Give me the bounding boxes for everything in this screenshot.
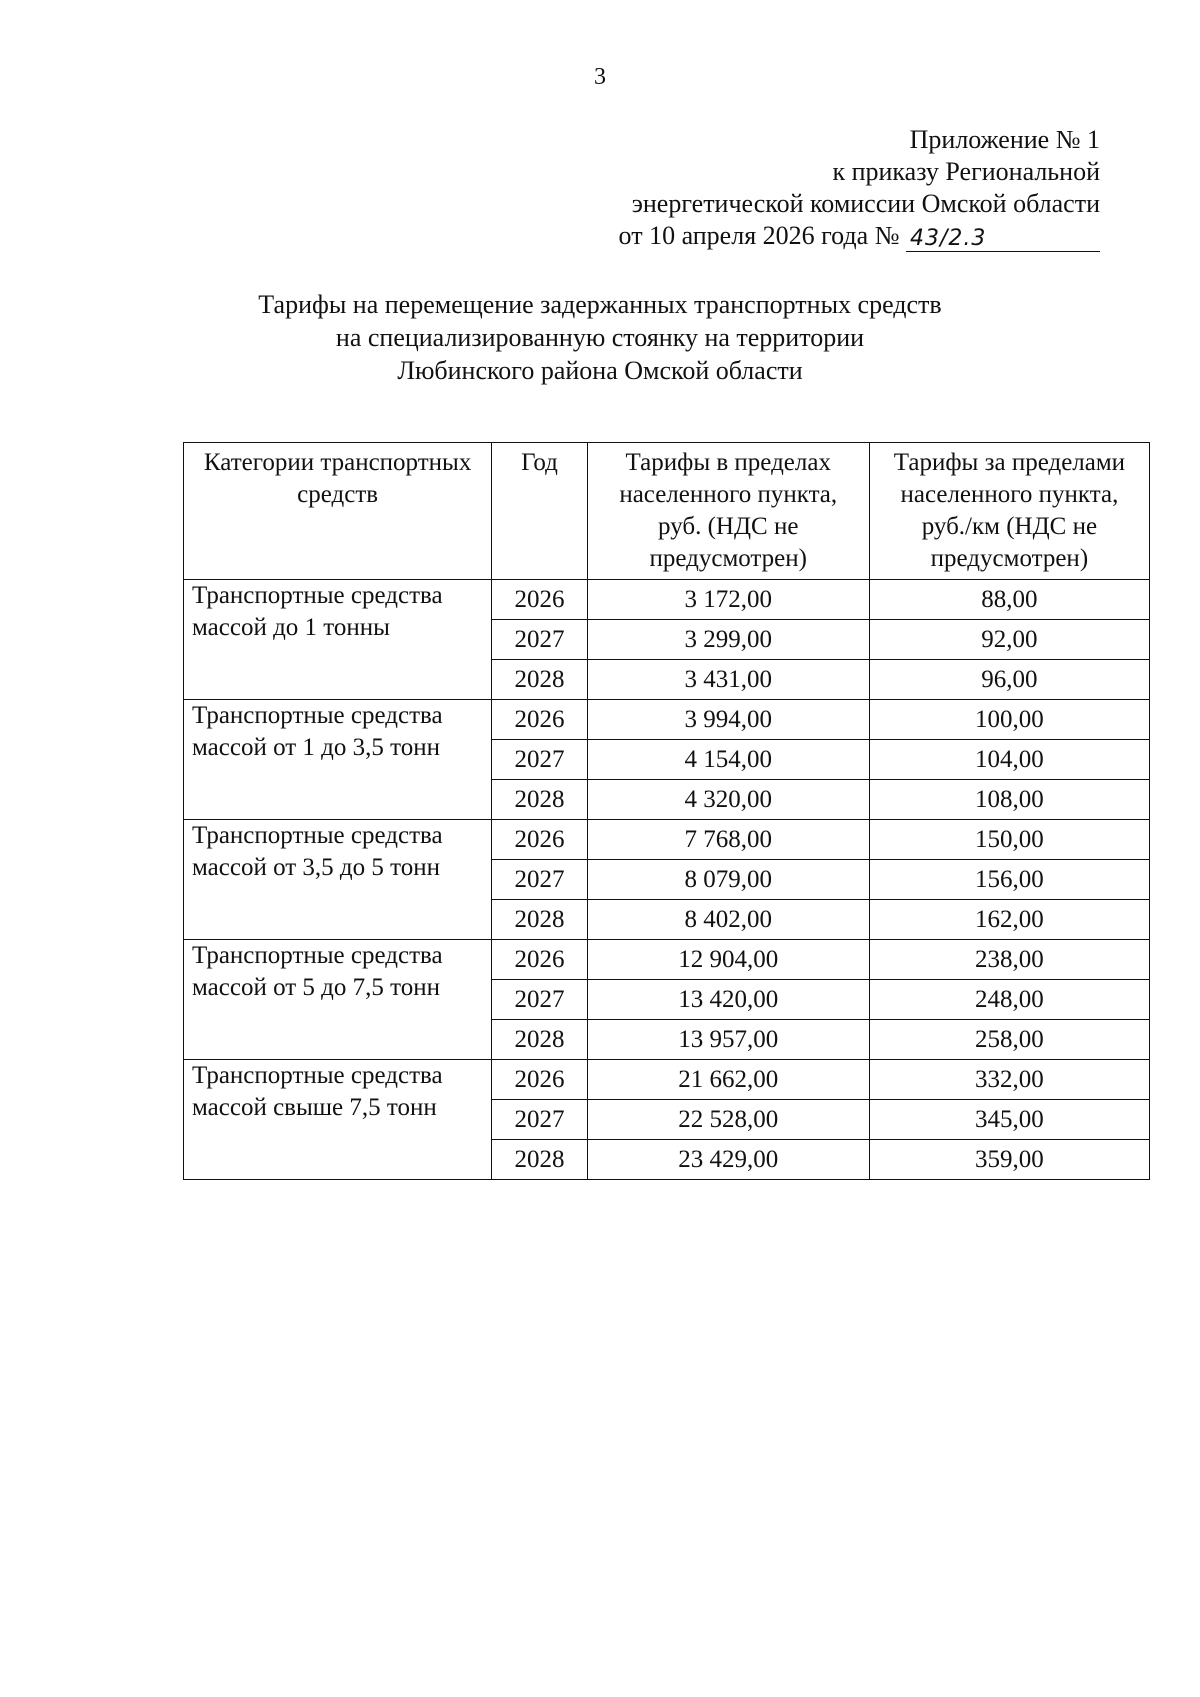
order-number-field xyxy=(906,221,1100,252)
year-cell: 2028 xyxy=(492,1140,587,1180)
outside-tariff-cell: 332,00 xyxy=(869,1060,1149,1100)
inside-tariff-cell: 13 957,00 xyxy=(587,1020,869,1060)
outside-tariff-cell: 156,00 xyxy=(869,860,1149,900)
outside-tariff-cell: 150,00 xyxy=(869,820,1149,860)
appendix-line-1: Приложение № 1 xyxy=(909,125,1100,154)
order-number-handwritten: 43/2.3 xyxy=(910,226,987,251)
year-cell: 2027 xyxy=(492,860,587,900)
outside-tariff-cell: 100,00 xyxy=(869,700,1149,740)
inside-tariff-cell: 23 429,00 xyxy=(587,1140,869,1180)
year-cell: 2028 xyxy=(492,780,587,820)
title-line-2: на специализированную стоянку на территории xyxy=(335,323,865,352)
year-cell: 2027 xyxy=(492,1100,587,1140)
appendix-line-3: энергетической комиссии Омской области xyxy=(631,189,1100,218)
inside-tariff-cell: 4 154,00 xyxy=(587,740,869,780)
year-cell: 2028 xyxy=(492,1020,587,1060)
document-title xyxy=(0,288,1200,387)
inside-tariff-cell: 3 431,00 xyxy=(587,660,869,700)
appendix-header xyxy=(619,124,1100,252)
page-number: 3 xyxy=(594,64,606,90)
appendix-line-2: к приказу Региональной xyxy=(832,157,1100,186)
header-outside: Тарифы за пределами населенного пункта, руб./км (НДС не предусмотрен) xyxy=(869,443,1149,580)
table-row xyxy=(184,700,1150,740)
table-row xyxy=(184,940,1150,980)
outside-tariff-cell: 88,00 xyxy=(869,580,1149,620)
category-cell: Транспортные средства массой до 1 тонны xyxy=(184,580,492,700)
outside-tariff-cell: 108,00 xyxy=(869,780,1149,820)
outside-tariff-cell: 238,00 xyxy=(869,940,1149,980)
year-cell: 2026 xyxy=(492,940,587,980)
order-date: от 10 апреля 2026 года № xyxy=(618,221,900,250)
category-cell: Транспортные средства массой от 3,5 до 5 тонн xyxy=(184,820,492,940)
inside-tariff-cell: 8 402,00 xyxy=(587,900,869,940)
year-cell: 2027 xyxy=(492,980,587,1020)
category-cell: Транспортные средства массой от 1 до 3,5 тонн xyxy=(184,700,492,820)
year-cell: 2026 xyxy=(492,820,587,860)
year-cell: 2027 xyxy=(492,620,587,660)
inside-tariff-cell: 7 768,00 xyxy=(587,820,869,860)
appendix-line-4 xyxy=(619,220,1100,252)
outside-tariff-cell: 258,00 xyxy=(869,1020,1149,1060)
table-header-row xyxy=(184,443,1150,580)
table-row xyxy=(184,1060,1150,1100)
year-cell: 2028 xyxy=(492,900,587,940)
header-category: Категории транспортных средств xyxy=(184,443,492,580)
inside-tariff-cell: 3 172,00 xyxy=(587,580,869,620)
year-cell: 2027 xyxy=(492,740,587,780)
outside-tariff-cell: 345,00 xyxy=(869,1100,1149,1140)
table-row xyxy=(184,820,1150,860)
outside-tariff-cell: 248,00 xyxy=(869,980,1149,1020)
header-year: Год xyxy=(492,443,587,580)
year-cell: 2026 xyxy=(492,700,587,740)
title-line-3: Любинского района Омской области xyxy=(397,356,803,385)
inside-tariff-cell: 3 299,00 xyxy=(587,620,869,660)
inside-tariff-cell: 3 994,00 xyxy=(587,700,869,740)
inside-tariff-cell: 4 320,00 xyxy=(587,780,869,820)
header-inside: Тарифы в пределах населенного пункта, руб. (НДС не предусмотрен) xyxy=(587,443,869,580)
outside-tariff-cell: 359,00 xyxy=(869,1140,1149,1180)
inside-tariff-cell: 22 528,00 xyxy=(587,1100,869,1140)
table-row xyxy=(184,580,1150,620)
title-line-1: Тарифы на перемещение задержанных транспортных средств xyxy=(258,290,942,319)
category-cell: Транспортные средства массой от 5 до 7,5 тонн xyxy=(184,940,492,1060)
inside-tariff-cell: 8 079,00 xyxy=(587,860,869,900)
category-cell: Транспортные средства массой свыше 7,5 тонн xyxy=(184,1060,492,1180)
tariffs-table xyxy=(183,442,1150,1180)
outside-tariff-cell: 104,00 xyxy=(869,740,1149,780)
outside-tariff-cell: 96,00 xyxy=(869,660,1149,700)
year-cell: 2028 xyxy=(492,660,587,700)
year-cell: 2026 xyxy=(492,580,587,620)
year-cell: 2026 xyxy=(492,1060,587,1100)
outside-tariff-cell: 162,00 xyxy=(869,900,1149,940)
outside-tariff-cell: 92,00 xyxy=(869,620,1149,660)
inside-tariff-cell: 13 420,00 xyxy=(587,980,869,1020)
inside-tariff-cell: 12 904,00 xyxy=(587,940,869,980)
inside-tariff-cell: 21 662,00 xyxy=(587,1060,869,1100)
